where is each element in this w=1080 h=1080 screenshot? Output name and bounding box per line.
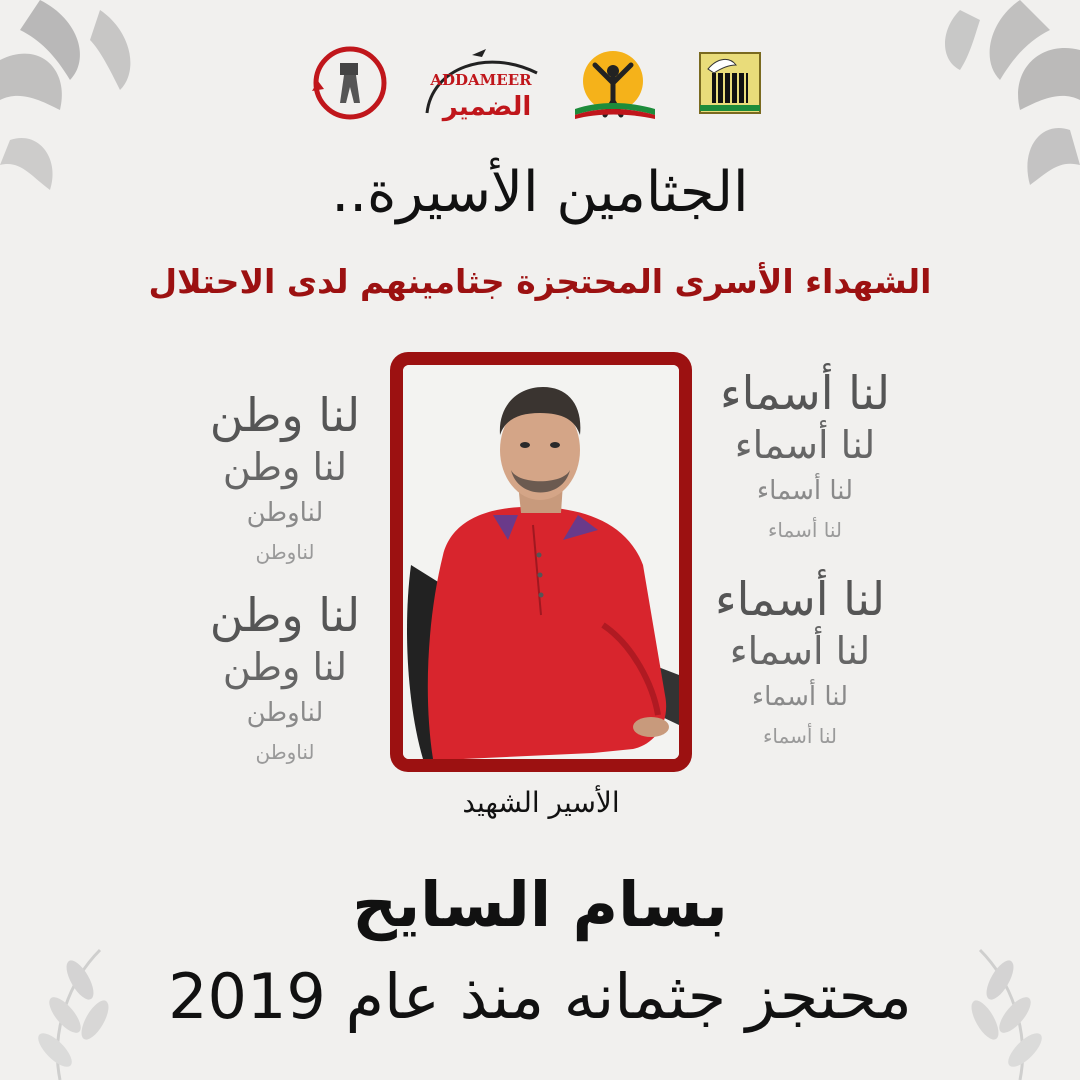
stack-line: لنا وطن	[222, 445, 348, 489]
stack-line: لناوطن	[255, 740, 315, 764]
prisoners-society-logo-icon	[563, 43, 663, 123]
logos-row	[300, 38, 780, 128]
stack-line: لنا أسماء	[714, 572, 886, 626]
left-stack-1	[195, 388, 375, 564]
person-portrait-icon	[403, 365, 679, 759]
photo-frame	[390, 352, 692, 772]
stack-line: لنا وطن	[222, 645, 348, 689]
stack-line: لناوطن	[255, 540, 315, 564]
page-subtitle: الشهداء الأسرى المحتجزة جثامينهم لدى الاحتلال	[148, 262, 932, 301]
stack-line: لنا أسماء	[729, 629, 871, 673]
martyr-name: بسام السايح	[352, 868, 728, 941]
red-circle-prisoner-logo-icon	[300, 43, 400, 123]
stack-line: لنا وطن	[209, 388, 361, 442]
stack-line: لناوطن	[246, 698, 324, 728]
martyr-photo	[403, 365, 679, 759]
stack-line: لنا وطن	[209, 588, 361, 642]
page-title: الجثامين الأسيرة..	[331, 160, 749, 225]
addameer-logo-arabic: الضمير	[442, 92, 531, 122]
stack-line: لنا أسماء	[734, 423, 876, 467]
stack-line: لنا أسماء	[763, 724, 837, 748]
right-stack-2	[700, 572, 900, 748]
stack-line: لنا أسماء	[751, 682, 849, 712]
stack-line: لناوطن	[246, 498, 324, 528]
right-stack-1	[705, 366, 905, 542]
stack-line: لنا أسماء	[719, 366, 891, 420]
left-stack-2	[195, 588, 375, 764]
stack-line: لنا أسماء	[756, 476, 854, 506]
detained-since-text: محتجز جثمانه منذ عام 2019	[168, 960, 912, 1033]
addameer-logo	[417, 43, 547, 123]
photo-caption: الأسير الشهيد	[462, 786, 620, 819]
addameer-logo-text: ADDAMEER	[430, 71, 532, 89]
stack-line: لنا أسماء	[768, 518, 842, 542]
dove-prison-bars-logo-icon	[680, 43, 780, 123]
